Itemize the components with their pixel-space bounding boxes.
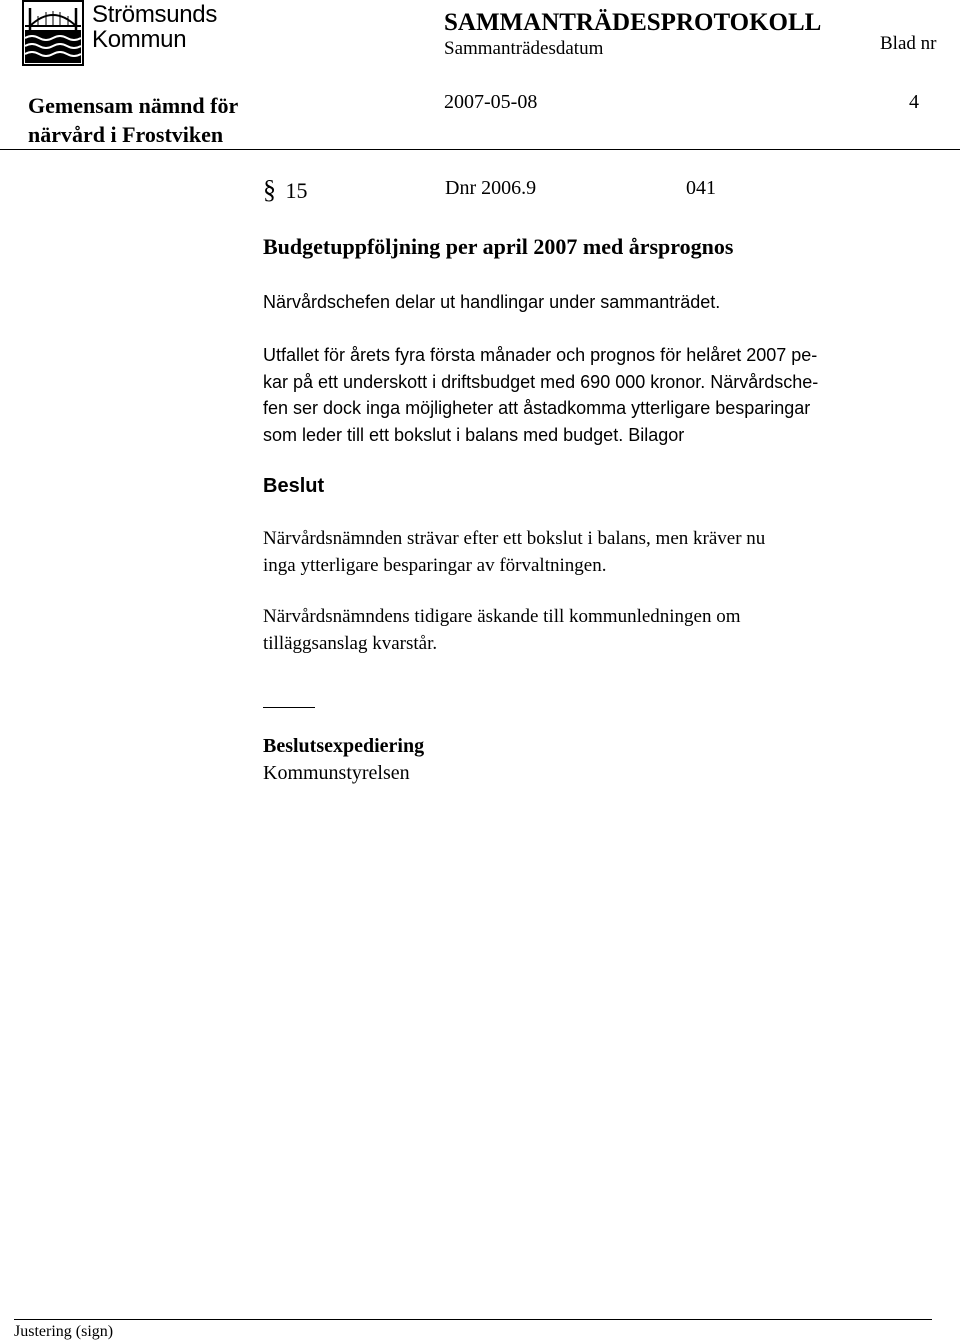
separator-line: [263, 707, 315, 708]
body-line: Utfallet för årets fyra första månader och prognos för helåret 2007 pe-: [263, 345, 818, 365]
committee-name-line2: närvård i Frostviken: [28, 122, 224, 147]
footer-divider: [14, 1319, 932, 1320]
meeting-date: 2007-05-08: [444, 91, 538, 113]
decision-label: Beslut: [263, 475, 325, 497]
committee-name: [28, 91, 238, 149]
org-name-line1: Strömsunds: [92, 1, 218, 28]
decision-paragraph-1: [263, 526, 765, 579]
decision-paragraph-2: [263, 604, 741, 657]
decision-line: Närvårdsnämnden strävar efter ett bokslut i balans, men kräver nu: [263, 528, 766, 549]
body-line: kar på ett underskott i driftsbudget med 690 000 kronor. Närvårdsche-: [263, 371, 819, 392]
justering-label: Justering (sign): [14, 1323, 114, 1340]
item-heading: Budgetuppföljning per april 2007 med årsprognos: [263, 234, 734, 259]
org-name-line2: Kommun: [92, 26, 187, 53]
decision-line: Närvårdsnämndens tidigare äskande till kommunledningen om: [263, 606, 741, 627]
paragraph-number: [263, 175, 308, 205]
expedition-label: Beslutsexpediering: [263, 735, 425, 757]
page-number-label: Blad nr: [880, 33, 937, 54]
intro-text: Närvårdschefen delar ut handlingar under sammanträdet.: [263, 292, 721, 312]
paragraph-number-value: 15: [285, 178, 308, 203]
body-line: fen ser dock inga möjligheter att åstadkomma ytterligare besparingar: [263, 398, 811, 418]
expedition-recipient: Kommunstyrelsen: [263, 762, 410, 784]
decision-line: tilläggsanslag kvarstår.: [263, 632, 438, 654]
decision-line: inga ytterligare besparingar av förvaltningen.: [263, 554, 607, 576]
document-title: SAMMANTRÄDESPROTOKOLL: [444, 9, 822, 36]
section-sign: §: [263, 175, 276, 204]
header-divider: [0, 149, 960, 150]
committee-name-line1: Gemensam nämnd för: [28, 93, 239, 118]
body-line: som leder till ett bokslut i balans med budget. Bilagor: [263, 424, 685, 445]
stromsund-logo: [22, 0, 84, 66]
body-paragraph: [263, 342, 818, 448]
diary-number: Dnr 2006.9: [445, 177, 537, 199]
meeting-date-label: Sammanträdesdatum: [444, 38, 604, 59]
classification-code: 041: [686, 177, 716, 199]
page-number: 4: [909, 91, 919, 113]
